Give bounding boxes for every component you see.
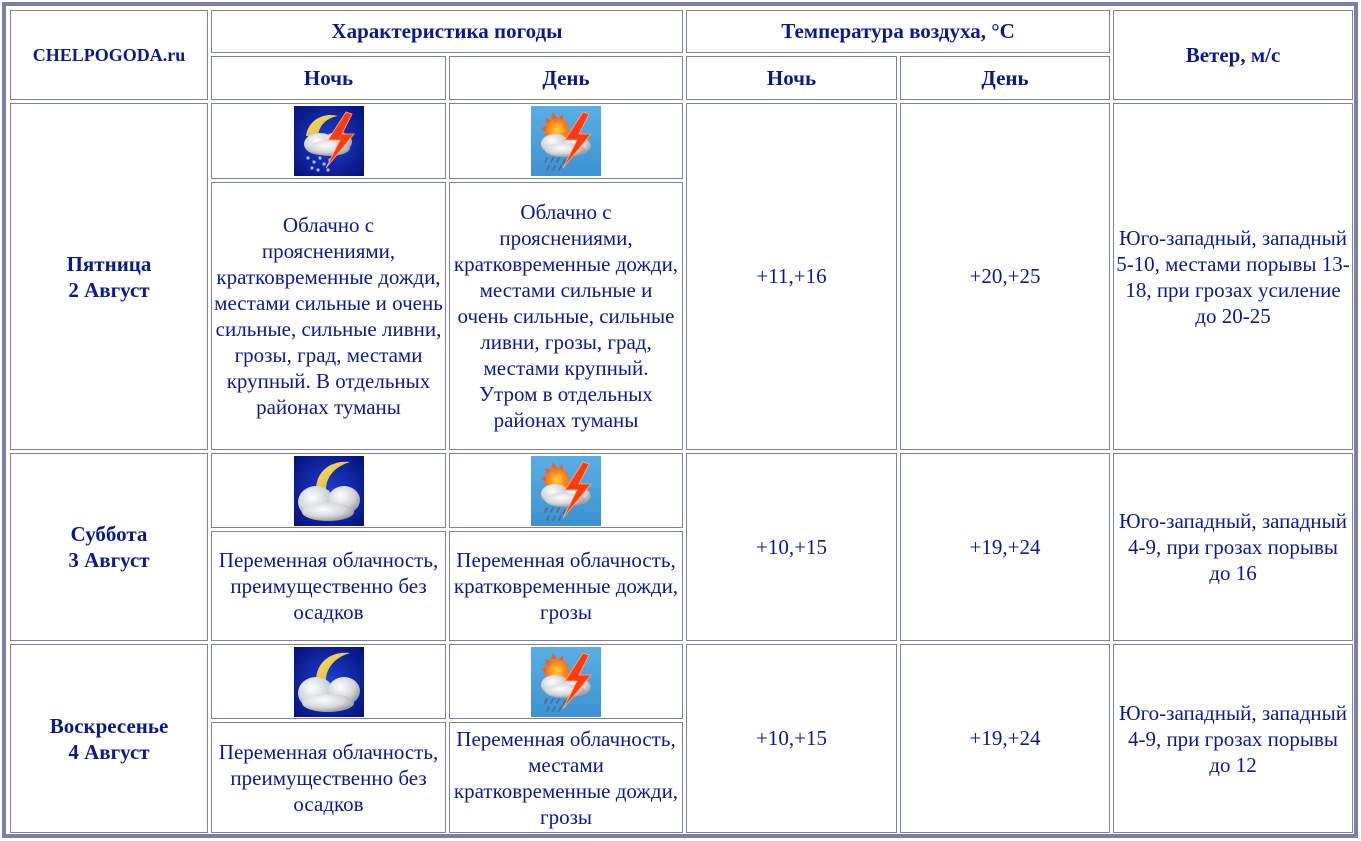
temp-day: +20,+25 — [900, 103, 1110, 450]
brand-header: CHELPOGODA.ru — [10, 10, 208, 100]
day-description: Переменная облачность, местами кратковременные дожди, грозы — [449, 722, 683, 833]
wind-header: Ветер, м/с — [1113, 10, 1353, 100]
day-name: Суббота — [70, 522, 148, 546]
day-icon-cell — [449, 103, 683, 179]
weather-night-header: Ночь — [211, 56, 446, 100]
wind-value: Юго-западный, западный 4-9, при грозах порывы до 16 — [1113, 453, 1353, 641]
temp-night-header: Ночь — [686, 56, 897, 100]
day-cell — [10, 453, 208, 641]
moon-clouds-icon — [294, 647, 364, 717]
moon-clouds-icon — [294, 456, 364, 526]
day-date: 2 Август — [68, 277, 150, 302]
forecast-frame — [2, 2, 1358, 838]
sun-cloud-thunder-rain-icon — [531, 106, 601, 176]
day-name: Воскресенье — [49, 713, 169, 738]
temp-night: +10,+15 — [686, 644, 897, 833]
temp-day: +19,+24 — [900, 453, 1110, 641]
table-row — [10, 644, 1353, 719]
sun-cloud-thunder-rain-icon — [531, 456, 601, 526]
temp-night: +10,+15 — [686, 453, 897, 641]
night-icon-cell — [211, 644, 446, 719]
table-row — [10, 103, 1353, 179]
day-name: Пятница — [66, 251, 152, 276]
temp-night: +11,+16 — [686, 103, 897, 450]
night-description: Переменная облачность, преимущественно без осадков — [211, 722, 446, 833]
night-description: Облачно с прояснениями, кратковременные дожди, местами сильные и очень сильные, сильные ливни, грозы, град, местами крупный. В отдельных районах туманы — [211, 182, 446, 450]
temp-day: +19,+24 — [900, 644, 1110, 833]
night-icon-cell — [211, 453, 446, 528]
weather-group-header: Характеристика погоды — [211, 10, 683, 53]
moon-cloud-thunder-hail-icon — [294, 106, 364, 176]
day-cell — [10, 644, 208, 833]
day-description: Переменная облачность, кратковременные дожди, грозы — [449, 531, 683, 641]
night-icon-cell — [211, 103, 446, 179]
day-cell — [10, 103, 208, 450]
day-icon-cell — [449, 644, 683, 719]
sun-cloud-thunder-rain-icon — [531, 647, 601, 717]
table-row — [10, 453, 1353, 528]
temp-group-header: Температура воздуха, °C — [686, 10, 1110, 53]
weather-day-header: День — [449, 56, 683, 100]
wind-value: Юго-западный, западный 4-9, при грозах порывы до 12 — [1113, 644, 1353, 833]
temp-day-header: День — [900, 56, 1110, 100]
forecast-table — [7, 7, 1356, 836]
day-icon-cell — [449, 453, 683, 528]
night-description: Переменная облачность, преимущественно без осадков — [211, 531, 446, 641]
day-description: Облачно с прояснениями, кратковременные дожди, местами сильные и очень сильные, сильные ливни, грозы, град, местами крупный. Утром в отдельных районах туманы — [449, 182, 683, 450]
day-date: 4 Август — [68, 739, 150, 764]
wind-value: Юго-западный, западный 5-10, местами порывы 13-18, при грозах усиление до 20-25 — [1113, 103, 1353, 450]
day-date: 3 Август — [68, 548, 150, 572]
